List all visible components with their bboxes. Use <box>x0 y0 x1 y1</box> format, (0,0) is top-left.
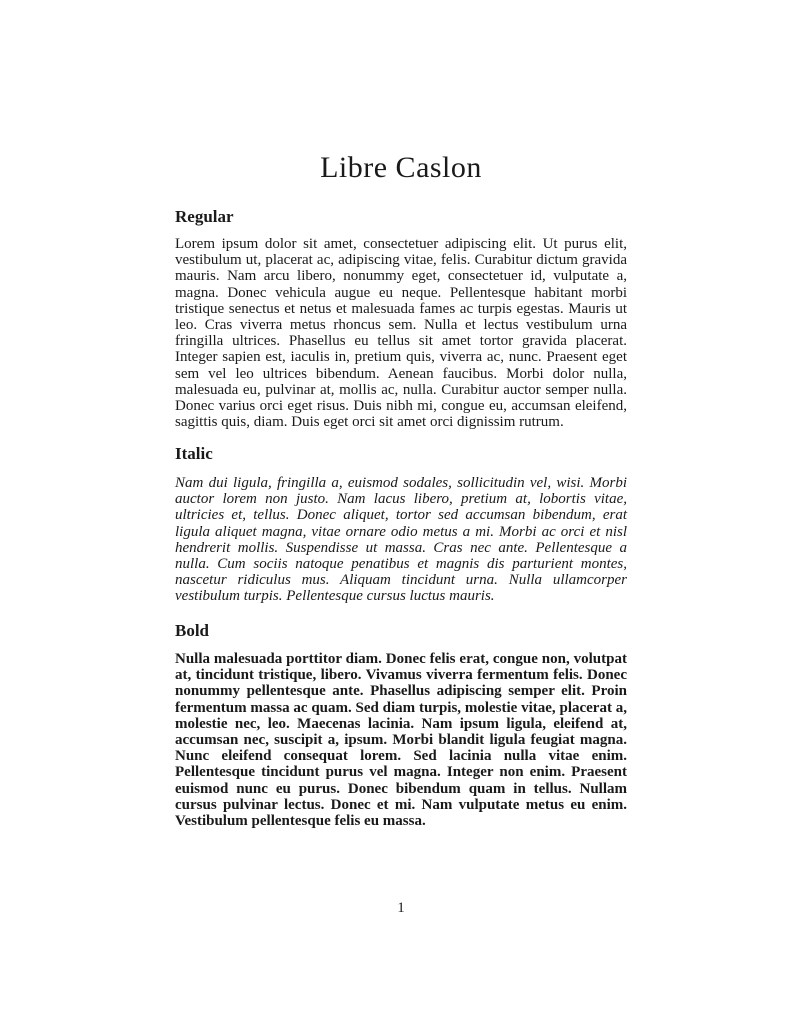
page-title: Libre Caslon <box>320 151 482 184</box>
italic-sample-paragraph: Nam dui ligula, fringilla a, euismod sodales, sollicitudin vel, wisi. Morbi auctor lorem non justo. Nam lacus libero, pretium at, lobortis vitae, ultricies et, tellus. Donec aliquet, tortor sed accumsan bibendum, erat ligula aliquet magna, vitae ornare odio metus a mi. Morbi ac orci et nisl hendrerit mollis. Suspendisse ut massa. Cras nec ante. Pellentesque a nulla. Cum sociis natoque penatibus et magnis dis parturient montes, nascetur ridiculus mus. Aliquam tincidunt urna. Nulla ullamcorper vestibulum turpis. Pellentesque cursus luctus mauris. <box>175 475 627 605</box>
bold-sample-paragraph: Nulla malesuada porttitor diam. Donec felis erat, congue non, volutpat at, tincidunt tristique, libero. Vivamus viverra fermentum felis. Donec nonummy pellentesque ante. Phasellus adipiscing semper elit. Proin fermentum massa ac quam. Sed diam turpis, molestie vitae, placerat a, molestie nec, leo. Maecenas lacinia. Nam ipsum ligula, eleifend at, accumsan nec, suscipit a, ipsum. Morbi blandit ligula feugiat magna. Nunc eleifend consequat lorem. Sed lacinia nulla vitae enim. Pellentesque tincidunt purus vel magna. Integer non enim. Praesent euismod nunc eu purus. Donec bibendum quam in tellus. Nullam cursus pulvinar lectus. Donec et mi. Nam vulputate metus eu enim. Vestibulum pellentesque felis eu massa. <box>175 651 627 830</box>
section-heading-regular: Regular <box>175 207 234 226</box>
section-heading-bold: Bold <box>175 621 210 640</box>
regular-sample-paragraph: Lorem ipsum dolor sit amet, consectetuer adipiscing elit. Ut purus elit, vestibulum ut, placerat ac, adipiscing vitae, felis. Curabitur dictum gravida mauris. Nam arcu libero, nonummy eget, consectetuer id, vulputate a, magna. Donec vehicula augue eu neque. Pellentesque habitant morbi tristique senectus et netus et malesuada fames ac turpis egestas. Mauris ut leo. Cras viverra metus rhoncus sem. Nulla et lectus vestibulum urna fringilla ultrices. Phasellus eu tellus sit amet tortor gravida placerat. Integer sapien est, iaculis in, pretium quis, viverra ac, nunc. Praesent eget sem vel leo ultrices bibendum. Aenean faucibus. Morbi dolor nulla, malesuada eu, pulvinar at, mollis ac, nulla. Curabitur auctor semper nulla. Donec varius orci eget risus. Duis nibh mi, congue eu, accumsan eleifend, sagittis quis, diam. Duis eget orci sit amet orci dignissim rutrum. <box>175 236 627 431</box>
page-number: 1 <box>397 900 405 916</box>
section-heading-italic: Italic <box>175 444 213 463</box>
